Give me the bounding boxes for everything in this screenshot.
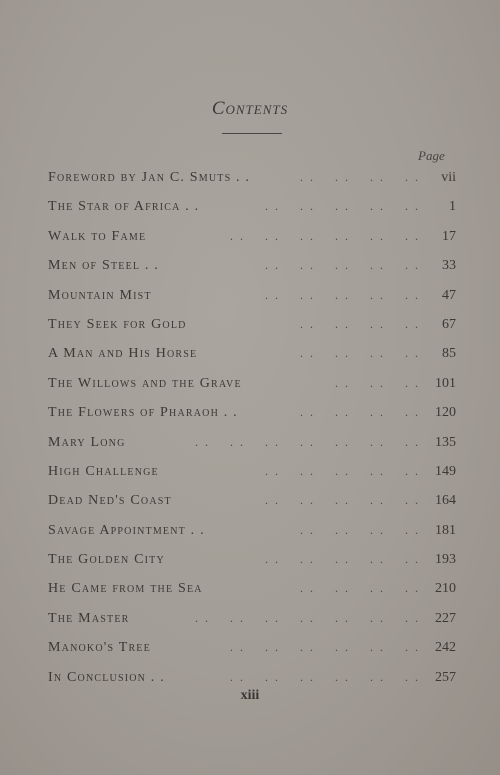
entry-title: The Flowers of Pharaoh . . [48, 405, 238, 421]
contents-entry [44, 633, 460, 662]
contents-entry [44, 486, 460, 515]
contents-entry [44, 310, 460, 339]
contents-entry [44, 251, 460, 280]
entry-page: 164 [435, 493, 456, 509]
entry-title: Foreword by Jan C. Smuts . . [48, 170, 251, 185]
leader-dots: . . . . . . . . [300, 170, 420, 184]
entry-page: 210 [435, 581, 456, 597]
entry-title: Men of Steel . . [48, 258, 159, 274]
entry-page: 242 [435, 640, 456, 656]
entry-title: Mary Long [48, 434, 126, 450]
entry-title: Manoko's Tree [48, 640, 151, 656]
page-number: xiii [240, 688, 260, 703]
contents-entry [44, 369, 460, 398]
entry-title: Walk to Fame [48, 228, 147, 244]
leader-dots: . . . . . . . . . . [265, 493, 420, 508]
entry-page: 1 [449, 199, 456, 215]
entry-page: 149 [435, 463, 456, 479]
entry-title: Dead Ned's Coast [48, 493, 172, 509]
contents-entry [44, 192, 460, 221]
leader-dots: . . . . . . . . . . . . [230, 669, 420, 684]
contents-entry [44, 574, 460, 603]
contents-entry [44, 339, 460, 368]
entry-page: 227 [435, 610, 456, 626]
leader-dots: . . . . . . . . . . [265, 199, 420, 214]
heading-rule [222, 133, 282, 134]
leader-dots: . . . . . . . . . . . . [230, 228, 420, 243]
contents-entry [44, 222, 460, 251]
entry-page: 257 [435, 669, 456, 685]
contents-entry [44, 163, 460, 192]
entry-page: 120 [435, 405, 456, 421]
entry-title: The Master [48, 610, 130, 626]
leader-dots: . . . . . . . . [300, 346, 420, 361]
entry-page: 17 [442, 228, 456, 244]
page-column-label: Page [418, 148, 445, 163]
leader-dots: . . . . . . . . . . [265, 258, 420, 273]
contents-entry [44, 281, 460, 310]
leader-dots: . . . . . . . . . . . . . . [195, 434, 420, 449]
entry-page: 33 [442, 258, 456, 274]
contents-entry [44, 457, 460, 486]
entry-page: 67 [442, 316, 456, 332]
entry-title: He Came from the Sea [48, 581, 203, 597]
entry-page: 135 [435, 434, 456, 450]
entry-page: 101 [435, 375, 456, 391]
entry-title: The Golden City [48, 552, 165, 568]
entry-page: vii [441, 170, 456, 185]
leader-dots: . . . . . . . . [300, 405, 420, 420]
entry-page: 193 [435, 552, 456, 568]
contents-entry [44, 428, 460, 457]
leader-dots: . . . . . . [335, 375, 420, 390]
entry-page: 47 [442, 287, 456, 303]
entry-page: 85 [442, 346, 456, 362]
entry-title: In Conclusion . . [48, 669, 165, 685]
leader-dots: . . . . . . . . . . [265, 463, 420, 478]
contents-entry [44, 516, 460, 545]
leader-dots: . . . . . . . . . . [265, 552, 420, 567]
contents-heading: Contents [211, 98, 289, 119]
entry-title: They Seek for Gold [48, 316, 187, 332]
entry-title: High Challenge [48, 463, 159, 479]
contents-entry [44, 545, 460, 574]
entry-title: A Man and His Horse [48, 346, 198, 362]
entry-page: 181 [435, 522, 456, 538]
leader-dots: . . . . . . . . . . . . [230, 640, 420, 655]
entry-title: Mountain Mist [48, 287, 152, 303]
leader-dots: . . . . . . . . [300, 581, 420, 596]
contents-entry [44, 604, 460, 633]
entry-title: Savage Appointment . . [48, 522, 205, 538]
leader-dots: . . . . . . . . . . . . . . [195, 610, 420, 625]
contents-entry [44, 398, 460, 427]
entry-title: The Star of Africa . . [48, 199, 200, 215]
leader-dots: . . . . . . . . [300, 316, 420, 331]
leader-dots: . . . . . . . . . . [265, 287, 420, 302]
entry-title: The Willows and the Grave [48, 375, 242, 391]
leader-dots: . . . . . . . . [300, 522, 420, 537]
contents-list [44, 163, 460, 692]
